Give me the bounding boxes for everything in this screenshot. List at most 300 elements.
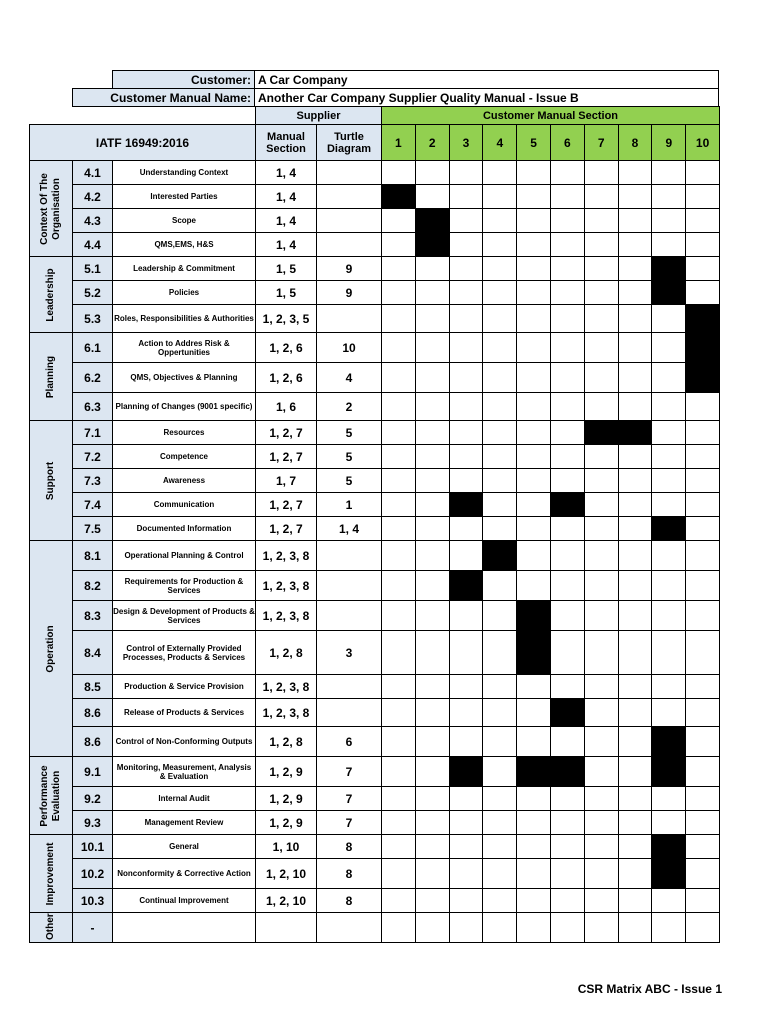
section-cell [651, 912, 686, 943]
manual-section-value: 1, 4 [255, 160, 317, 185]
section-cell [449, 420, 484, 445]
section-cell [685, 516, 720, 541]
section-cell [651, 674, 686, 699]
clause-title: Roles, Responsibilities & Authorities [112, 304, 256, 333]
section-cell [584, 888, 619, 913]
section-cell [651, 392, 686, 421]
section-cell [651, 362, 686, 393]
section-cell [415, 674, 450, 699]
section-cell [415, 540, 450, 571]
section-cell [584, 232, 619, 257]
section-cell [381, 674, 416, 699]
section-cell [516, 492, 551, 517]
section-cell [584, 674, 619, 699]
section-cell [516, 786, 551, 811]
section-cell [516, 160, 551, 185]
section-cell [584, 834, 619, 859]
clause-number: 4.2 [72, 184, 113, 209]
section-cell [651, 630, 686, 675]
section-cell [550, 810, 585, 835]
section-cell [685, 468, 720, 493]
section-cell [584, 362, 619, 393]
section-cell [618, 160, 653, 185]
section-cell [381, 600, 416, 631]
category-cell [29, 834, 73, 913]
section-cell [651, 332, 686, 363]
section-cell [584, 858, 619, 889]
section-cell [381, 810, 416, 835]
section-cell [415, 516, 450, 541]
section-marked-cell [685, 332, 720, 363]
section-cell [381, 834, 416, 859]
turtle-diagram-value [316, 184, 382, 209]
clause-number: 8.3 [72, 600, 113, 631]
section-cell [516, 834, 551, 859]
section-cell [516, 570, 551, 601]
section-marked-cell [651, 756, 686, 787]
clause-number: 8.6 [72, 698, 113, 727]
clause-title: Leadership & Commitment [112, 256, 256, 281]
section-cell [618, 256, 653, 281]
manual-section-value: 1, 2, 8 [255, 726, 317, 757]
section-cell [550, 184, 585, 209]
clause-number: 8.4 [72, 630, 113, 675]
section-cell [584, 756, 619, 787]
section-cell [415, 304, 450, 333]
section-cell [449, 468, 484, 493]
section-cell [550, 232, 585, 257]
clause-title: Continual Improvement [112, 888, 256, 913]
section-cell [651, 208, 686, 233]
section-cell [516, 540, 551, 571]
section-cell [482, 256, 517, 281]
clause-title: Management Review [112, 810, 256, 835]
category-label: Operation [45, 624, 56, 673]
section-cell [482, 756, 517, 787]
customer-manual-section-header: Customer Manual Section [381, 106, 720, 125]
section-cell [584, 444, 619, 469]
section-cell [685, 492, 720, 517]
section-cell [685, 834, 720, 859]
clause-title: Scope [112, 208, 256, 233]
clause-title: Awareness [112, 468, 256, 493]
section-cell [449, 444, 484, 469]
section-cell [381, 392, 416, 421]
clause-title: Action to Addres Risk & Oppertunities [112, 332, 256, 363]
section-cell [550, 786, 585, 811]
clause-number: 6.2 [72, 362, 113, 393]
section-cell [550, 726, 585, 757]
section-cell [685, 630, 720, 675]
manual-section-value: 1, 2, 6 [255, 332, 317, 363]
section-cell [651, 420, 686, 445]
section-cell [381, 492, 416, 517]
section-cell [584, 570, 619, 601]
section-cell [584, 208, 619, 233]
section-cell [482, 208, 517, 233]
clause-title: Competence [112, 444, 256, 469]
category-cell [29, 756, 73, 835]
section-cell [685, 444, 720, 469]
turtle-diagram-value: 10 [316, 332, 382, 363]
section-marked-cell [550, 756, 585, 787]
section-cell [584, 912, 619, 943]
turtle-diagram-value [316, 570, 382, 601]
section-cell [584, 392, 619, 421]
section-cell [550, 420, 585, 445]
section-cell [381, 912, 416, 943]
section-cell [651, 810, 686, 835]
section-cell [482, 492, 517, 517]
section-cell [415, 786, 450, 811]
section-cell [584, 160, 619, 185]
section-cell [415, 160, 450, 185]
section-cell [415, 912, 450, 943]
section-cell [685, 810, 720, 835]
section-cell [618, 726, 653, 757]
section-marked-cell [651, 280, 686, 305]
section-cell [449, 304, 484, 333]
manual-section-value: 1, 2, 6 [255, 362, 317, 393]
section-cell [685, 756, 720, 787]
clause-number: 5.1 [72, 256, 113, 281]
section-cell [415, 362, 450, 393]
section-cell [618, 208, 653, 233]
section-cell [651, 570, 686, 601]
section-cell [449, 256, 484, 281]
section-cell [550, 540, 585, 571]
clause-title: Communication [112, 492, 256, 517]
section-cell [685, 570, 720, 601]
clause-title: Interested Parties [112, 184, 256, 209]
clause-number: 8.6 [72, 726, 113, 757]
clause-number: 9.2 [72, 786, 113, 811]
section-cell [685, 208, 720, 233]
section-cell [550, 304, 585, 333]
section-cell [618, 304, 653, 333]
section-marked-cell [584, 420, 619, 445]
manual-section-value: 1, 2, 10 [255, 858, 317, 889]
turtle-diagram-value: 7 [316, 786, 382, 811]
section-cell [550, 160, 585, 185]
section-cell [584, 726, 619, 757]
section-number-5: 5 [516, 124, 551, 161]
section-cell [449, 208, 484, 233]
clause-number: 6.3 [72, 392, 113, 421]
section-cell [415, 184, 450, 209]
section-cell [550, 208, 585, 233]
section-cell [550, 362, 585, 393]
clause-title: Policies [112, 280, 256, 305]
section-number-6: 6 [550, 124, 585, 161]
section-number-1: 1 [381, 124, 416, 161]
section-marked-cell [449, 756, 484, 787]
section-cell [618, 756, 653, 787]
section-cell [449, 858, 484, 889]
section-cell [550, 888, 585, 913]
section-marked-cell [685, 362, 720, 393]
section-cell [651, 492, 686, 517]
section-cell [550, 630, 585, 675]
section-cell [449, 600, 484, 631]
section-cell [516, 516, 551, 541]
section-cell [381, 160, 416, 185]
section-cell [516, 184, 551, 209]
section-cell [381, 280, 416, 305]
clause-title: QMS, Objectives & Planning [112, 362, 256, 393]
section-cell [381, 444, 416, 469]
clause-number: 10.2 [72, 858, 113, 889]
section-cell [618, 570, 653, 601]
turtle-diagram-value [316, 674, 382, 699]
section-cell [651, 160, 686, 185]
section-cell [618, 392, 653, 421]
section-cell [651, 468, 686, 493]
section-cell [449, 540, 484, 571]
section-cell [685, 786, 720, 811]
section-cell [685, 540, 720, 571]
section-cell [415, 698, 450, 727]
section-cell [449, 184, 484, 209]
manual-section-value: 1, 2, 3, 8 [255, 674, 317, 699]
section-marked-cell [651, 516, 686, 541]
clause-number: 4.3 [72, 208, 113, 233]
turtle-diagram-value [316, 540, 382, 571]
section-marked-cell [550, 698, 585, 727]
category-cell [29, 912, 73, 943]
section-cell [482, 858, 517, 889]
section-cell [651, 600, 686, 631]
section-cell [449, 786, 484, 811]
manual-section-value: 1, 2, 7 [255, 444, 317, 469]
clause-title: Planning of Changes (9001 specific) [112, 392, 256, 421]
section-cell [482, 468, 517, 493]
section-cell [618, 630, 653, 675]
clause-title: QMS,EMS, H&S [112, 232, 256, 257]
clause-number: 7.3 [72, 468, 113, 493]
category-cell [29, 256, 73, 333]
clause-title: General [112, 834, 256, 859]
category-cell [29, 420, 73, 541]
section-marked-cell [415, 208, 450, 233]
section-cell [415, 420, 450, 445]
turtle-diagram-value [316, 600, 382, 631]
section-marked-cell [651, 256, 686, 281]
section-cell [584, 786, 619, 811]
section-cell [449, 834, 484, 859]
section-cell [516, 208, 551, 233]
clause-number: 4.4 [72, 232, 113, 257]
section-cell [516, 256, 551, 281]
section-cell [415, 280, 450, 305]
clause-number: 8.2 [72, 570, 113, 601]
turtle-diagram-value [316, 912, 382, 943]
section-cell [381, 208, 416, 233]
section-cell [449, 332, 484, 363]
section-cell [584, 468, 619, 493]
section-cell [618, 184, 653, 209]
turtle-diagram-value: 1 [316, 492, 382, 517]
section-cell [550, 444, 585, 469]
section-cell [449, 912, 484, 943]
category-cell [29, 540, 73, 757]
section-cell [482, 160, 517, 185]
turtle-diagram-value [316, 698, 382, 727]
section-number-3: 3 [449, 124, 484, 161]
section-cell [381, 362, 416, 393]
section-cell [449, 810, 484, 835]
section-marked-cell [482, 540, 517, 571]
manual-section-value: 1, 7 [255, 468, 317, 493]
section-cell [685, 280, 720, 305]
section-cell [651, 698, 686, 727]
section-cell [415, 444, 450, 469]
category-label: Other [45, 912, 56, 940]
manual-section-value: 1, 5 [255, 256, 317, 281]
clause-number: 6.1 [72, 332, 113, 363]
section-cell [550, 600, 585, 631]
section-cell [381, 698, 416, 727]
section-cell [482, 232, 517, 257]
section-cell [651, 888, 686, 913]
section-cell [685, 160, 720, 185]
section-cell [482, 698, 517, 727]
manual-section-value [255, 912, 317, 943]
turtle-diagram-value [316, 304, 382, 333]
section-cell [550, 468, 585, 493]
section-cell [381, 420, 416, 445]
section-cell [651, 540, 686, 571]
section-cell [584, 492, 619, 517]
footer-label: CSR Matrix ABC - Issue 1 [577, 982, 722, 996]
section-cell [618, 280, 653, 305]
clause-title: Control of Externally Provided Processes, Products & Services [112, 630, 256, 675]
clause-title: Operational Planning & Control [112, 540, 256, 571]
section-cell [516, 362, 551, 393]
section-cell [550, 516, 585, 541]
clause-title: Internal Audit [112, 786, 256, 811]
section-cell [618, 362, 653, 393]
section-cell [685, 184, 720, 209]
section-cell [685, 726, 720, 757]
section-cell [685, 420, 720, 445]
section-cell [685, 256, 720, 281]
section-cell [584, 600, 619, 631]
section-cell [618, 858, 653, 889]
clause-number: 7.4 [72, 492, 113, 517]
section-cell [618, 810, 653, 835]
clause-title: Documented Information [112, 516, 256, 541]
section-cell [381, 516, 416, 541]
section-cell [381, 726, 416, 757]
section-cell [381, 332, 416, 363]
section-cell [516, 280, 551, 305]
section-cell [516, 304, 551, 333]
section-cell [584, 256, 619, 281]
section-cell [651, 184, 686, 209]
section-cell [618, 232, 653, 257]
clause-number: 10.3 [72, 888, 113, 913]
section-cell [685, 912, 720, 943]
section-cell [482, 516, 517, 541]
manual-section-value: 1, 2, 3, 5 [255, 304, 317, 333]
section-number-7: 7 [584, 124, 619, 161]
section-marked-cell [685, 304, 720, 333]
section-cell [482, 392, 517, 421]
clause-number: 5.3 [72, 304, 113, 333]
section-cell [618, 834, 653, 859]
turtle-diagram-value: 5 [316, 468, 382, 493]
clause-number: 10.1 [72, 834, 113, 859]
section-cell [516, 468, 551, 493]
section-marked-cell [550, 492, 585, 517]
section-number-9: 9 [651, 124, 686, 161]
clause-number: 9.1 [72, 756, 113, 787]
section-cell [415, 332, 450, 363]
manual-section-value: 1, 2, 10 [255, 888, 317, 913]
section-cell [651, 232, 686, 257]
section-cell [482, 280, 517, 305]
turtle-diagram-value: 7 [316, 756, 382, 787]
section-cell [685, 858, 720, 889]
section-cell [651, 444, 686, 469]
section-cell [482, 630, 517, 675]
section-cell [381, 468, 416, 493]
manual-name-value: Another Car Company Supplier Quality Manual - Issue B [254, 88, 719, 107]
section-cell [618, 492, 653, 517]
manual-section-value: 1, 2, 3, 8 [255, 570, 317, 601]
clause-title [112, 912, 256, 943]
section-cell [550, 332, 585, 363]
section-cell [449, 726, 484, 757]
section-cell [482, 444, 517, 469]
section-number-8: 8 [618, 124, 653, 161]
section-cell [618, 332, 653, 363]
section-marked-cell [651, 834, 686, 859]
section-cell [584, 332, 619, 363]
section-marked-cell [415, 232, 450, 257]
section-cell [685, 674, 720, 699]
clause-number: - [72, 912, 113, 943]
clause-title: Control of Non-Conforming Outputs [112, 726, 256, 757]
category-label: Planning [45, 355, 56, 398]
turtle-diagram-value: 5 [316, 420, 382, 445]
section-cell [449, 630, 484, 675]
section-cell [584, 540, 619, 571]
section-cell [449, 516, 484, 541]
section-cell [482, 674, 517, 699]
clause-title: Understanding Context [112, 160, 256, 185]
section-cell [685, 698, 720, 727]
section-cell [381, 786, 416, 811]
section-cell [618, 468, 653, 493]
turtle-diagram-value: 2 [316, 392, 382, 421]
section-cell [516, 858, 551, 889]
section-cell [516, 444, 551, 469]
customer-value: A Car Company [254, 70, 719, 89]
section-cell [584, 810, 619, 835]
turtle-diagram-value [316, 232, 382, 257]
section-cell [618, 786, 653, 811]
section-cell [449, 392, 484, 421]
category-cell [29, 332, 73, 421]
section-cell [516, 420, 551, 445]
clause-title: Monitoring, Measurement, Analysis & Evaluation [112, 756, 256, 787]
section-cell [482, 912, 517, 943]
turtle-diagram-value: 9 [316, 280, 382, 305]
section-cell [415, 600, 450, 631]
section-cell [685, 888, 720, 913]
